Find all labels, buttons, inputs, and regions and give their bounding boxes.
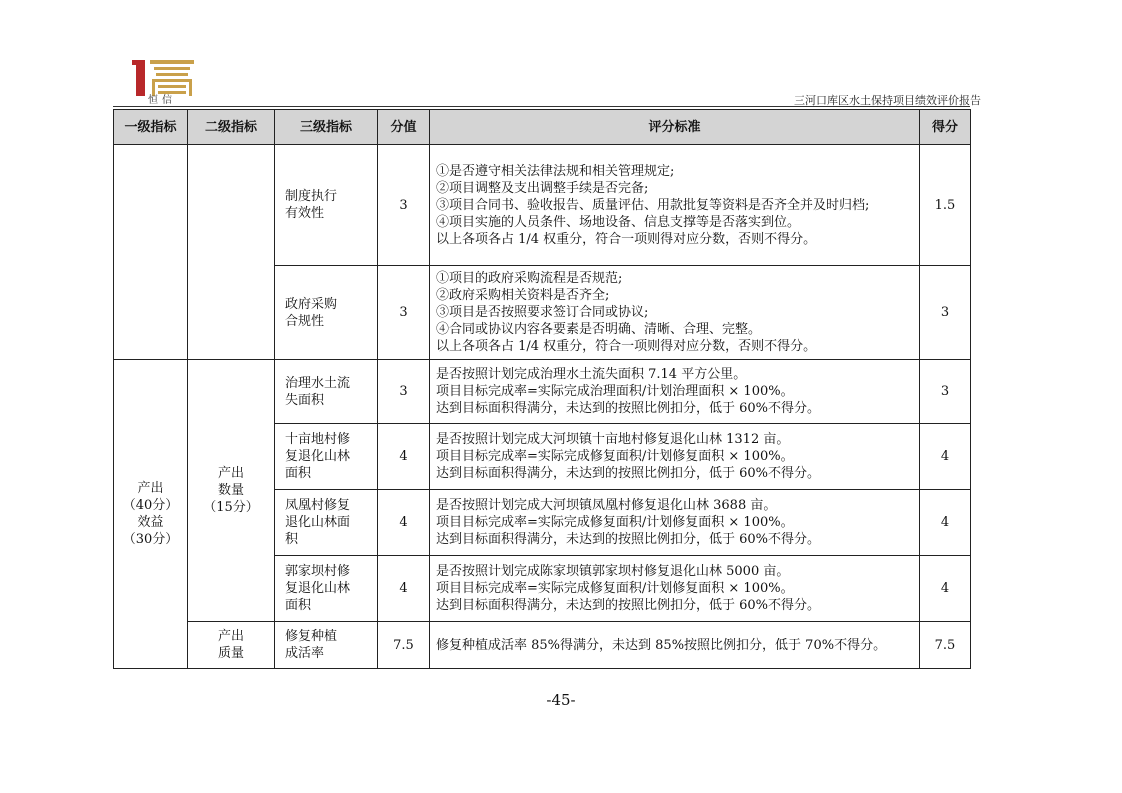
score-cell: 3 [378,266,430,360]
first-level-label: 产出 （40分） 效益 （30分） [122,481,179,547]
criteria-line: 项目目标完成率=实际完成治理面积/计划治理面积 × 100%。 [436,384,794,399]
result-cell: 7.5 [920,622,971,669]
criteria-line: ③项目是否按照要求签订合同或协议; [436,305,649,320]
third-level-cell [275,490,378,556]
score-cell: 3 [378,360,430,424]
criteria-line: 项目目标完成率=实际完成修复面积/计划修复面积 × 100%。 [436,449,794,464]
criteria-line: ③项目合同书、验收报告、质量评估、用款批复等资料是否齐全并及时归档; [436,197,870,213]
table-row [114,360,971,424]
header-third-level: 三级指标 [275,110,378,145]
criteria-line: 达到目标面积得满分，未达到的按照比例扣分，低于 60%不得分。 [436,532,821,547]
header-first-level: 一级指标 [114,110,188,145]
first-level-cell-empty [114,145,188,360]
third-level-label: 政府采购 合规性 [285,296,338,329]
criteria-line: 达到目标面积得满分，未达到的按照比例扣分，低于 60%不得分。 [436,466,821,481]
third-level-cell [275,556,378,622]
header-result: 得分 [920,110,971,145]
criteria-cell [430,360,920,424]
third-level-cell [275,622,378,669]
result-cell: 4 [920,490,971,556]
second-level-label: 产出 质量 [217,629,244,661]
second-level-cell [188,622,275,669]
criteria-cell [430,424,920,490]
criteria-line: 项目目标完成率=实际完成修复面积/计划修复面积 × 100%。 [436,515,794,530]
criteria-cell [430,622,920,669]
header-criteria: 评分标准 [430,110,920,145]
logo-text: 恒信 [148,95,176,106]
criteria-line: 是否按照计划完成治理水土流失面积 7.14 平方公里。 [436,367,747,382]
criteria-cell [430,490,920,556]
second-level-cell [188,360,275,622]
criteria-line: 达到目标面积得满分，未达到的按照比例扣分，低于 60%不得分。 [436,598,821,613]
score-cell: 4 [378,556,430,622]
third-level-label: 制度执行 有效性 [285,189,338,221]
score-cell: 3 [378,145,430,266]
criteria-line: ④合同或协议内容各要素是否明确、清晰、合理、完整。 [436,322,762,337]
criteria-line: ①项目的政府采购流程是否规范; [436,271,623,286]
criteria-line: 项目目标完成率=实际完成修复面积/计划修复面积 × 100%。 [436,581,794,596]
result-cell: 3 [920,266,971,360]
third-level-cell [275,360,378,424]
header-score: 分值 [378,110,430,145]
third-level-cell [275,424,378,490]
score-cell: 4 [378,490,430,556]
criteria-line: 以上各项各占 1/4 权重分，符合一项则得对应分数，否则不得分。 [436,231,817,247]
table-header-row [114,110,971,145]
criteria-cell [430,266,920,360]
criteria-line: ②政府采购相关资料是否齐全; [436,288,610,303]
third-level-cell [275,266,378,360]
table-row [114,145,971,266]
criteria-line: 是否按照计划完成大河坝镇十亩地村修复退化山林 1312 亩。 [436,432,790,447]
third-level-label: 郭家坝村修 复退化山林 面积 [285,564,351,613]
result-cell: 3 [920,360,971,424]
criteria-line: 达到目标面积得满分，未达到的按照比例扣分，低于 60%不得分。 [436,401,821,416]
evaluation-table [113,109,971,669]
criteria-line: 是否按照计划完成大河坝镇凤凰村修复退化山林 3688 亩。 [436,498,777,513]
criteria-line: 修复种植成活率 85%得满分，未达到 85%按照比例扣分，低于 70%不得分。 [436,637,887,653]
second-level-cell-empty [188,145,275,360]
criteria-line: ①是否遵守相关法律法规和相关管理规定; [436,163,675,179]
table-row [114,622,971,669]
result-cell: 4 [920,424,971,490]
criteria-line: 以上各项各占 1/4 权重分，符合一项则得对应分数，否则不得分。 [436,339,817,354]
third-level-label: 治理水土流 失面积 [285,375,351,408]
score-cell: 7.5 [378,622,430,669]
criteria-line: 是否按照计划完成陈家坝镇郭家坝村修复退化山林 5000 亩。 [436,564,790,579]
third-level-label: 修复种植 成活率 [285,629,338,661]
header-divider [113,106,970,107]
result-cell: 1.5 [920,145,971,266]
third-level-label: 凤凰村修复 退化山林面 积 [285,498,351,547]
second-level-label: 产出 数量 （15分） [203,466,259,515]
criteria-line: ②项目调整及支出调整手续是否完备; [436,180,649,196]
report-title: 三河口库区水土保持项目绩效评价报告 [794,94,981,107]
page-number: -45- [546,691,576,709]
header-second-level: 二级指标 [188,110,275,145]
result-cell: 4 [920,556,971,622]
criteria-line: ④项目实施的人员条件、场地设备、信息支撑等是否落实到位。 [436,214,801,230]
criteria-cell [430,145,920,266]
third-level-label: 十亩地村修 复退化山林 面积 [285,432,351,481]
criteria-cell [430,556,920,622]
third-level-cell [275,145,378,266]
score-cell: 4 [378,424,430,490]
first-level-cell [114,360,188,669]
